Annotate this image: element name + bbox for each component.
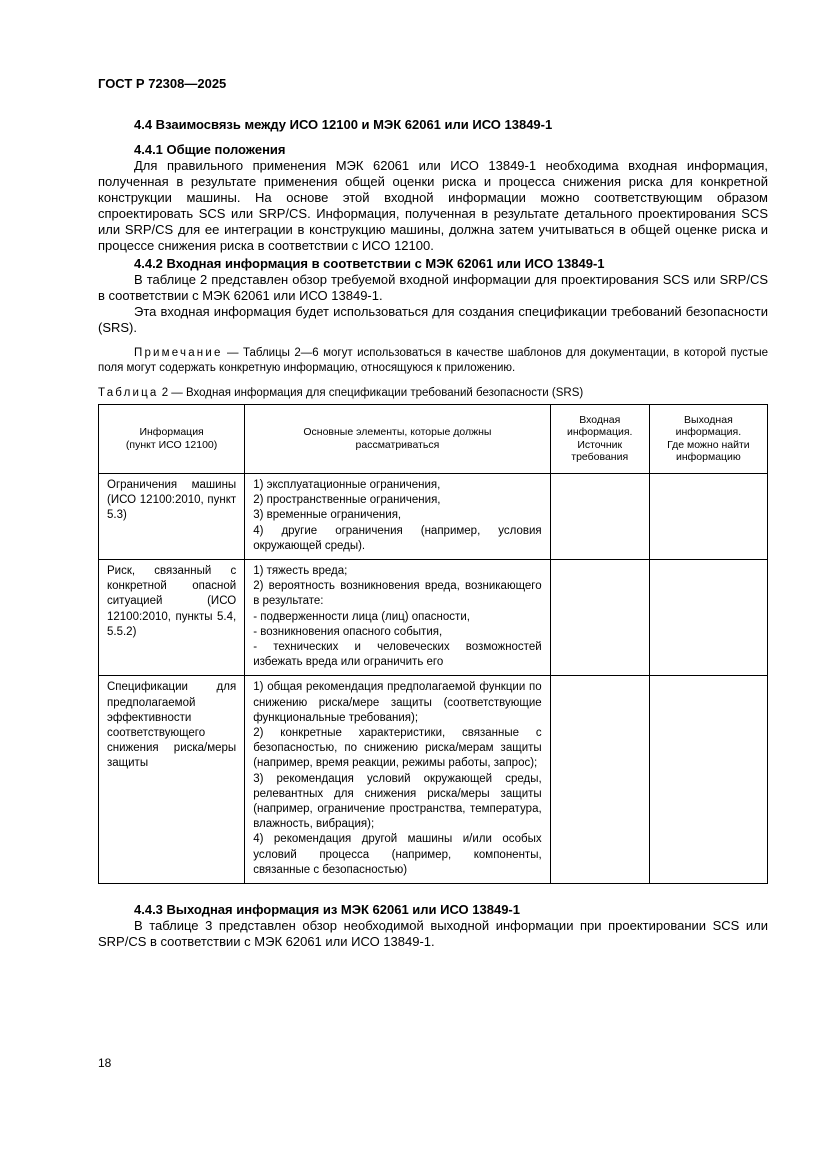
- page-number: 18: [98, 1056, 112, 1070]
- note-text: — Таблицы 2—6 могут использоваться в качестве шаблонов для документации, в которой пустые поля могут содержать конкретную информацию, относящуюся к приложению.: [98, 346, 768, 375]
- header-line: информация.: [675, 426, 742, 439]
- section-4-4-2-paragraph-2: Эта входная информация будет использоваться для создания спецификации требований безопасности (SRS).: [98, 303, 768, 335]
- element-item: 4) рекомендация другой машины и/или особых условий процесса (например, компоненты, связанные с безопасностью): [253, 833, 542, 876]
- cell-information: [99, 473, 245, 559]
- cell-information: [99, 559, 245, 675]
- cell-output-info: [649, 676, 767, 884]
- element-item: 1) тяжесть вреда;: [253, 564, 348, 577]
- element-item: 4) другие ограничения (например, условия окружающей среды).: [253, 524, 542, 552]
- srs-input-table: [98, 404, 768, 884]
- section-4-4-1-text: Для правильного применения МЭК 62061 или ИСО 13849-1 необходима входная информация, полученная в результате применения общей оценки риска и процесса снижения риска для конкретной конструкции машины. На основе этой входной информации можно соответствующим образом спроектировать SCS или SRP/CS. Информация, полученная в результате детального проектирования SCS или SRP/CS для ее интеграции в конструкцию машины, должна затем учитываться в общей оценке риска и процессе снижения риска в соответствии с ИСО 12100.: [98, 158, 768, 254]
- header-main-elements: [245, 404, 550, 473]
- section-4-4-1-title: 4.4.1 Общие положения: [134, 142, 286, 157]
- cell-input-info: [550, 676, 649, 884]
- section-4-4-3-text: В таблице 3 представлен обзор необходимой выходной информации при проектировании SCS или SRP/CS в соответствии с МЭК 62061 или ИСО 13849-1.: [98, 918, 768, 950]
- page-content: [98, 116, 768, 950]
- document-header: ГОСТ Р 72308—2025: [98, 76, 227, 91]
- section-4-4-2-title: 4.4.2 Входная информация в соответствии с МЭК 62061 или ИСО 13849-1: [134, 255, 605, 271]
- element-item: 3) временные ограничения,: [253, 509, 402, 522]
- cell-input-info: [550, 559, 649, 675]
- cell-main-elements: [245, 473, 550, 559]
- table-caption: [98, 387, 768, 399]
- header-line: (пункт ИСО 12100): [125, 438, 218, 451]
- element-item: 2) пространственные ограничения,: [253, 494, 441, 507]
- element-item: 3) рекомендация условий окружающей среды, релевантных для снижения риска/меры защиты (например, ограничение пространства, температура, влажность, вибрация);: [253, 772, 542, 831]
- element-item: 1) общая рекомендация предполагаемой функции по снижению риска/мере защиты (соответствующие функциональные требования);: [253, 681, 542, 724]
- table-row: [99, 559, 768, 675]
- cell-main-elements: [245, 559, 550, 675]
- header-line: Информация: [139, 426, 204, 439]
- element-item: - технических и человеческих возможностей избежать вреда или ограничить его: [253, 640, 542, 669]
- cell-information-text: Спецификации для предполагаемой эффективности соответствующего снижения риска/меры защиты: [107, 681, 237, 770]
- header-input-info: [550, 404, 649, 473]
- section-4-4-title: 4.4 Взаимосвязь между ИСО 12100 и МЭК 62061 или ИСО 13849-1: [134, 117, 553, 132]
- section-4-4-3-title: 4.4.3 Выходная информация из МЭК 62061 или ИСО 13849-1: [134, 902, 520, 918]
- table-body: [99, 473, 768, 883]
- cell-information: [99, 676, 245, 884]
- header-line: информацию: [676, 451, 741, 464]
- element-item: 1) эксплуатационные ограничения,: [253, 478, 441, 491]
- cell-output-info: [649, 559, 767, 675]
- note-label: Примечание: [134, 346, 223, 359]
- table-row: [99, 473, 768, 559]
- header-line: информация.: [566, 426, 633, 439]
- element-item: 2) конкретные характеристики, связанные с безопасностью, по снижению риска/мерам защиты (например, время реакции, режимы работы, запрос);: [253, 726, 542, 770]
- header-information: [99, 404, 245, 473]
- header-output-info: [649, 404, 767, 473]
- cell-output-info: [649, 473, 767, 559]
- table-row: [99, 676, 768, 884]
- element-item: - подверженности лица (лиц) опасности,: [253, 610, 470, 623]
- note: [98, 346, 768, 377]
- header-line: Где можно найти: [667, 438, 750, 451]
- cell-information-text: Риск, связанный с конкретной опасной ситуацией (ИСО 12100:2010, пункты 5.4, 5.5.2): [107, 564, 237, 638]
- table-caption-text: 2 — Входная информация для спецификации требований безопасности (SRS): [158, 386, 584, 399]
- cell-input-info: [550, 473, 649, 559]
- cell-main-elements: [245, 676, 550, 884]
- header-line: Источник: [577, 438, 623, 451]
- header-line: Выходная: [684, 413, 733, 426]
- section-4-4-2-paragraph-1: В таблице 2 представлен обзор требуемой входной информации для проектирования SCS или SRP/CS в соответствии с МЭК 62061 или ИСО 13849-1.: [98, 271, 768, 303]
- element-item: 2) вероятность возникновения вреда, возникающего в результате:: [253, 580, 542, 608]
- header-line: требования: [571, 451, 629, 464]
- header-line: рассматриваться: [355, 438, 440, 451]
- element-item: - возникновения опасного события,: [253, 625, 443, 638]
- header-line: Входная: [579, 413, 621, 426]
- table-caption-label: Таблица: [98, 386, 159, 399]
- header-line: Основные элементы, которые должны: [303, 426, 492, 439]
- table-header-row: [99, 404, 768, 473]
- cell-information-text: Ограничения машины (ИСО 12100:2010, пункт 5.3): [107, 478, 237, 522]
